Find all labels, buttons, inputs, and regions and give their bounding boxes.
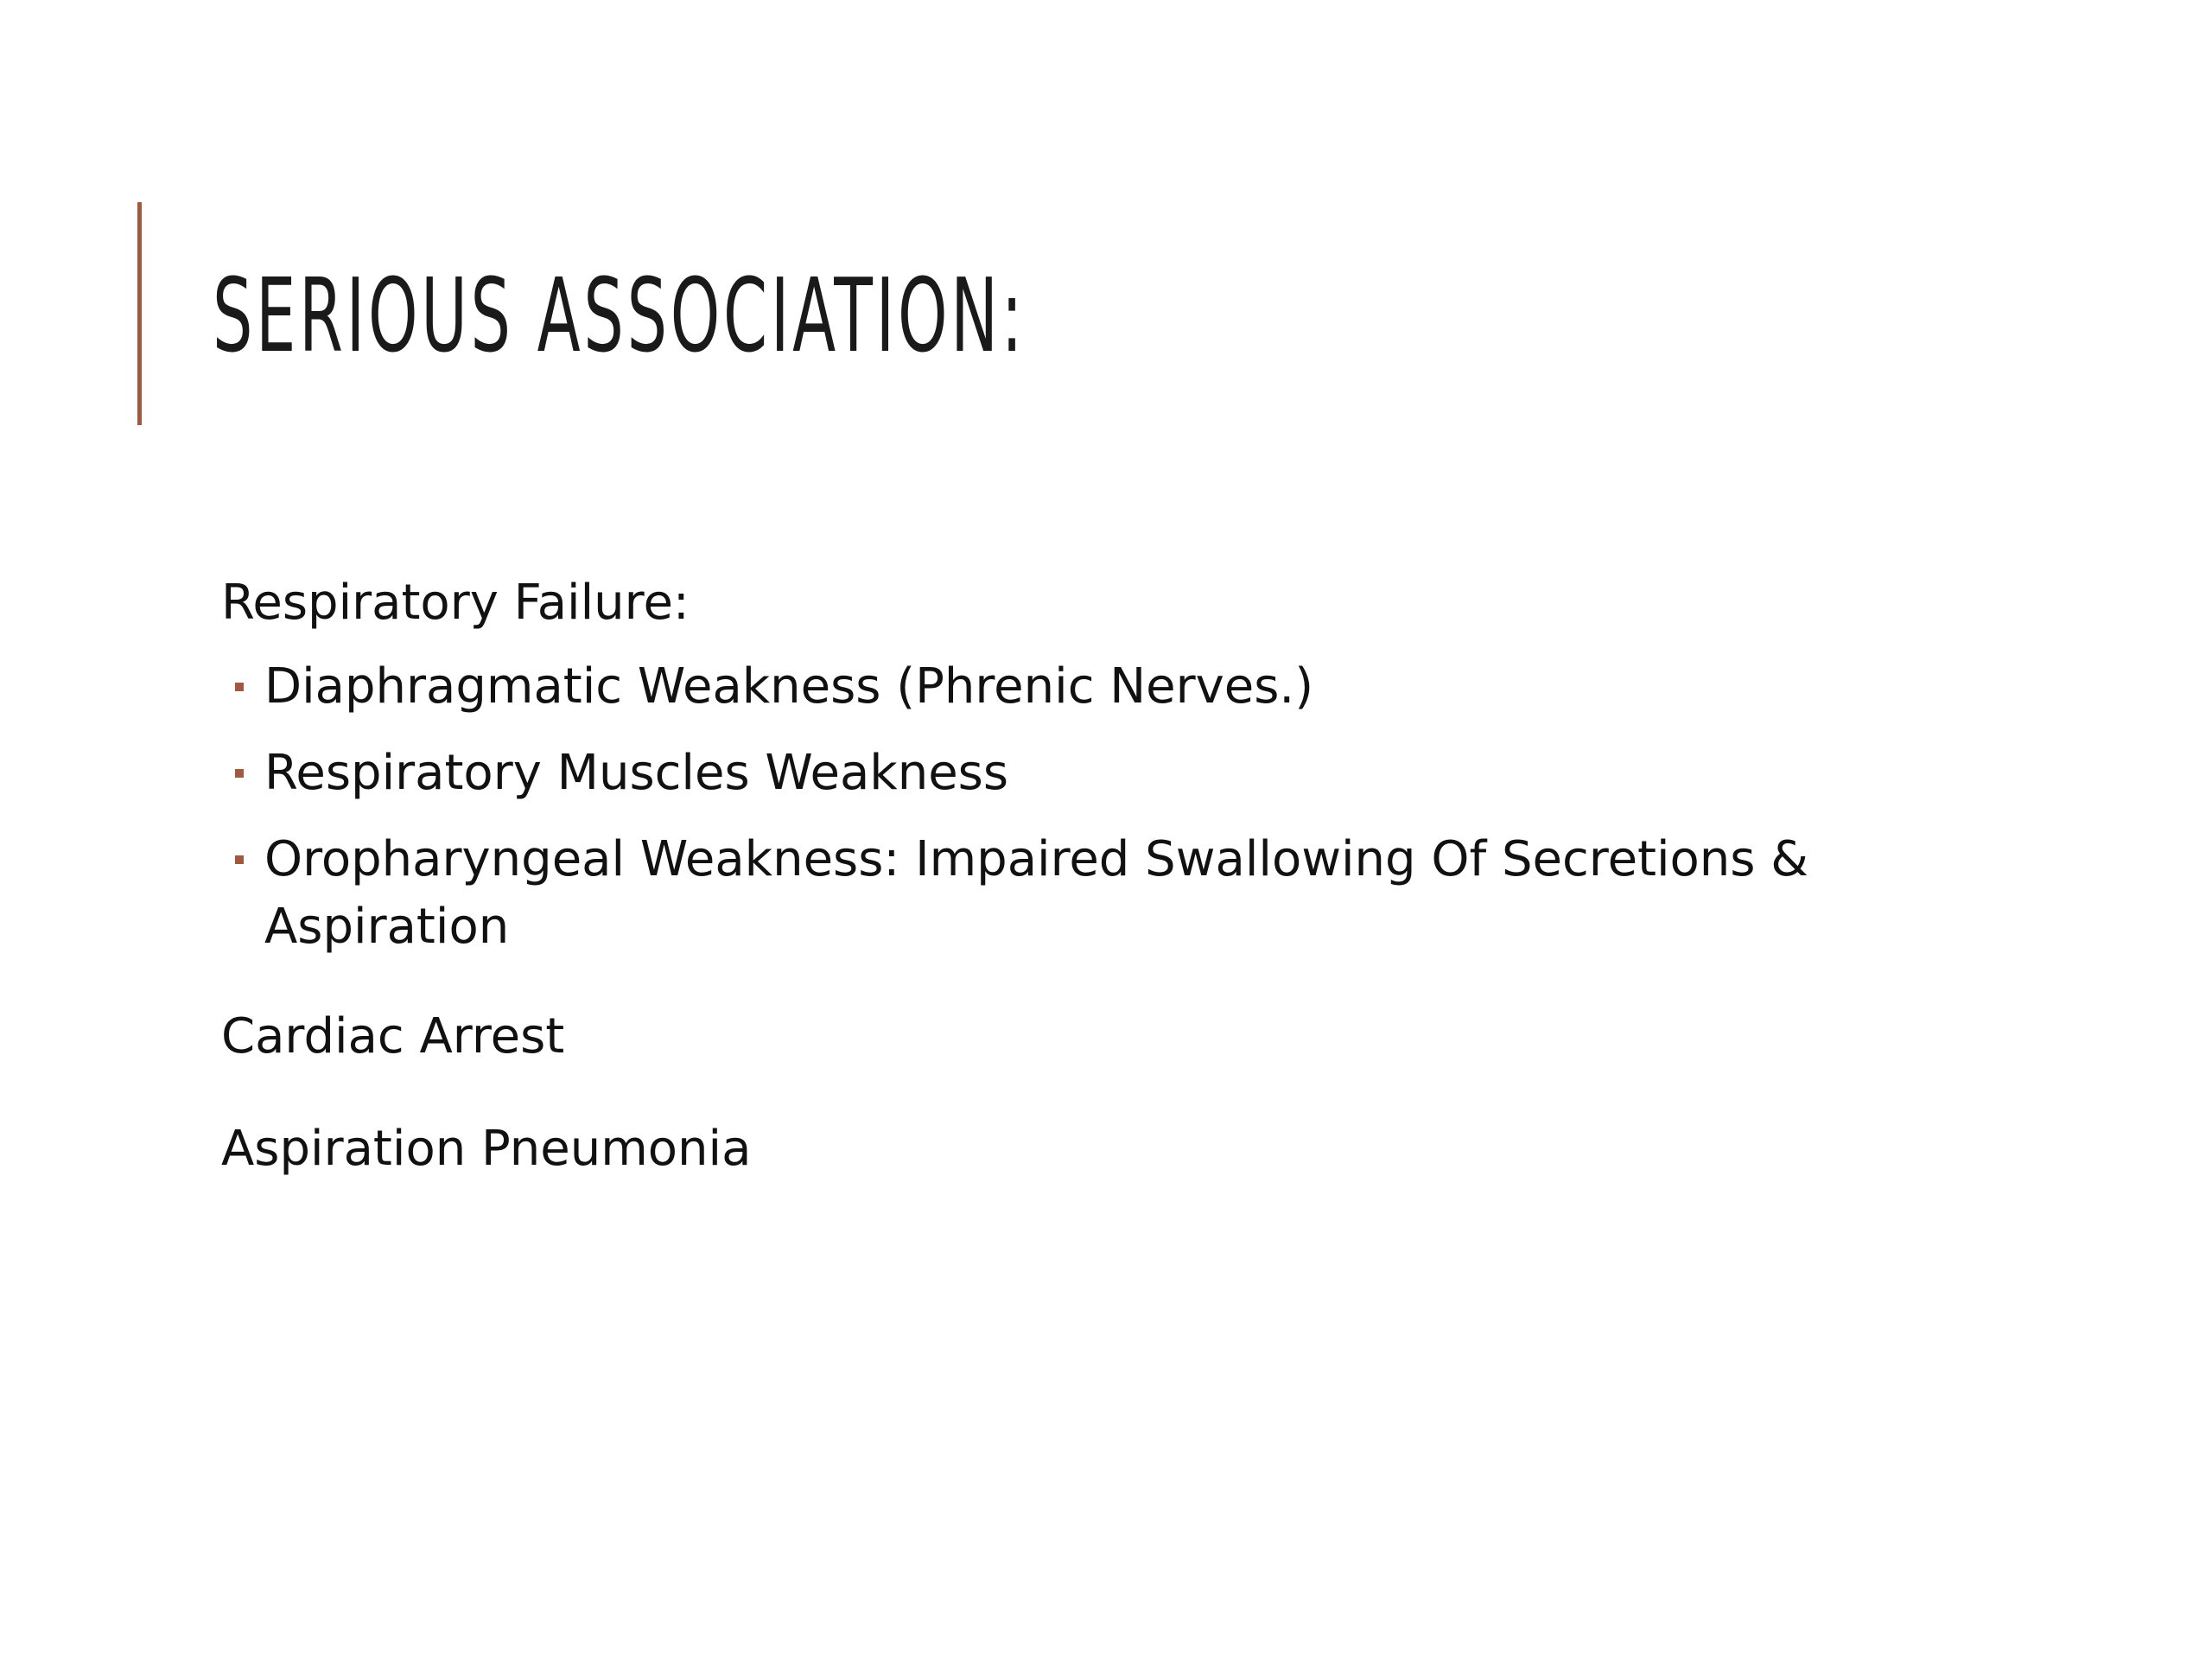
bullet-square-icon: [235, 769, 244, 778]
title-accent-bar: [137, 202, 142, 425]
bullet-text: Oropharyngeal Weakness: Impaired Swallowing Of Secretions & Aspiration: [264, 831, 1808, 955]
body-item-aspiration-pneumonia: Aspiration Pneumonia: [221, 1121, 752, 1177]
bullet-text: Respiratory Muscles Weakness: [264, 745, 1008, 801]
slide-title: SERIOUS ASSOCIATION:: [213, 256, 1027, 375]
bullet-text: Diaphragmatic Weakness (Phrenic Nerves.): [264, 658, 1314, 715]
bullet-square-icon: [235, 683, 244, 691]
body-item-cardiac-arrest: Cardiac Arrest: [221, 1008, 565, 1065]
bullet-square-icon: [235, 855, 244, 864]
body-heading: Respiratory Failure:: [221, 575, 690, 631]
